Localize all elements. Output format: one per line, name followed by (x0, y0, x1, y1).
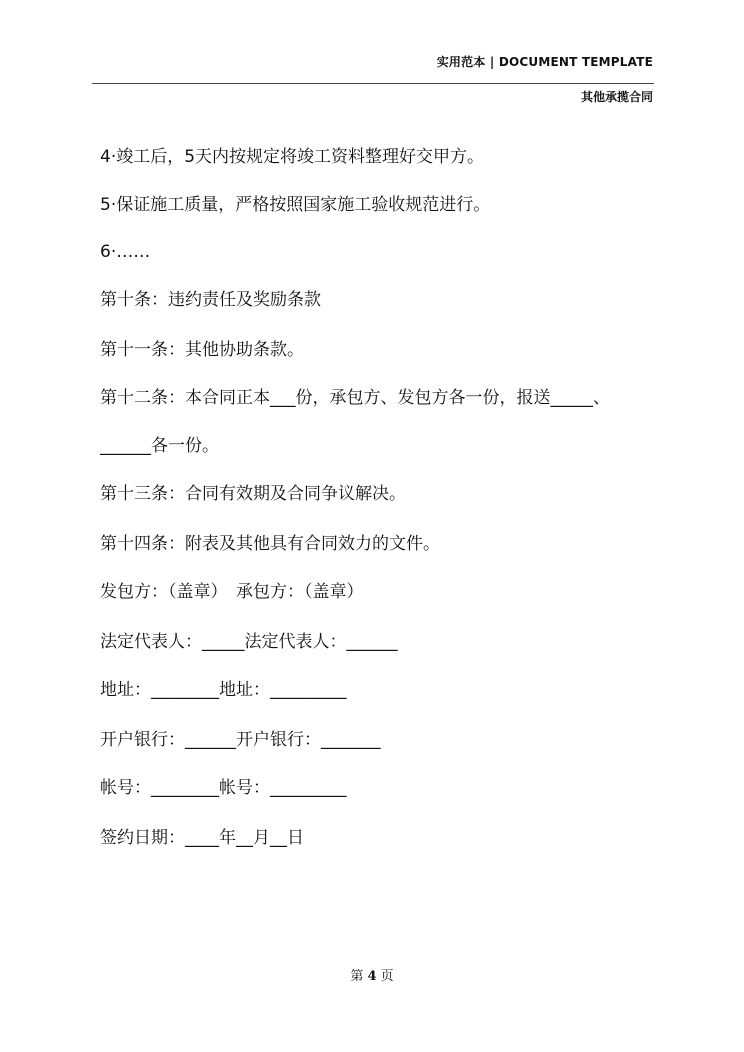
page-number-value: 4 (367, 969, 377, 984)
signature-parties: 发包方：（盖章） 承包方：（盖章） (100, 582, 364, 602)
article-12-continued: ______各一份。 (100, 436, 219, 456)
clause-line-5: 5·保证施工质量，严格按照国家施工验收规范进行。 (100, 195, 491, 215)
page-prefix: 第 (350, 969, 364, 984)
page-suffix: 页 (380, 969, 394, 984)
header-divider (92, 83, 654, 84)
article-12: 第十二条：本合同正本___份，承包方、发包方各一份，报送_____、 (100, 388, 610, 408)
clause-line-6: 6·…… (100, 242, 151, 262)
page-number (0, 965, 744, 984)
account-line: 帐号：________帐号：_________ (100, 778, 347, 798)
clause-line-4: 4·竣工后，5天内按规定将竣工资料整理好交甲方。 (100, 147, 485, 167)
signing-date-line: 签约日期：____年__月__日 (100, 828, 304, 848)
header-title: 实用范本 | DOCUMENT TEMPLATE (436, 55, 653, 69)
legal-representative-line: 法定代表人：_____法定代表人：______ (100, 632, 398, 652)
article-11: 第十一条：其他协助条款。 (100, 340, 304, 360)
article-14: 第十四条：附表及其他具有合同效力的文件。 (100, 534, 440, 554)
address-line: 地址：________地址：_________ (100, 680, 347, 700)
header-subtitle: 其他承揽合同 (580, 90, 653, 104)
bank-line: 开户银行：______开户银行：_______ (100, 730, 381, 750)
article-10: 第十条：违约责任及奖励条款 (100, 290, 321, 310)
article-13: 第十三条：合同有效期及合同争议解决。 (100, 484, 406, 504)
